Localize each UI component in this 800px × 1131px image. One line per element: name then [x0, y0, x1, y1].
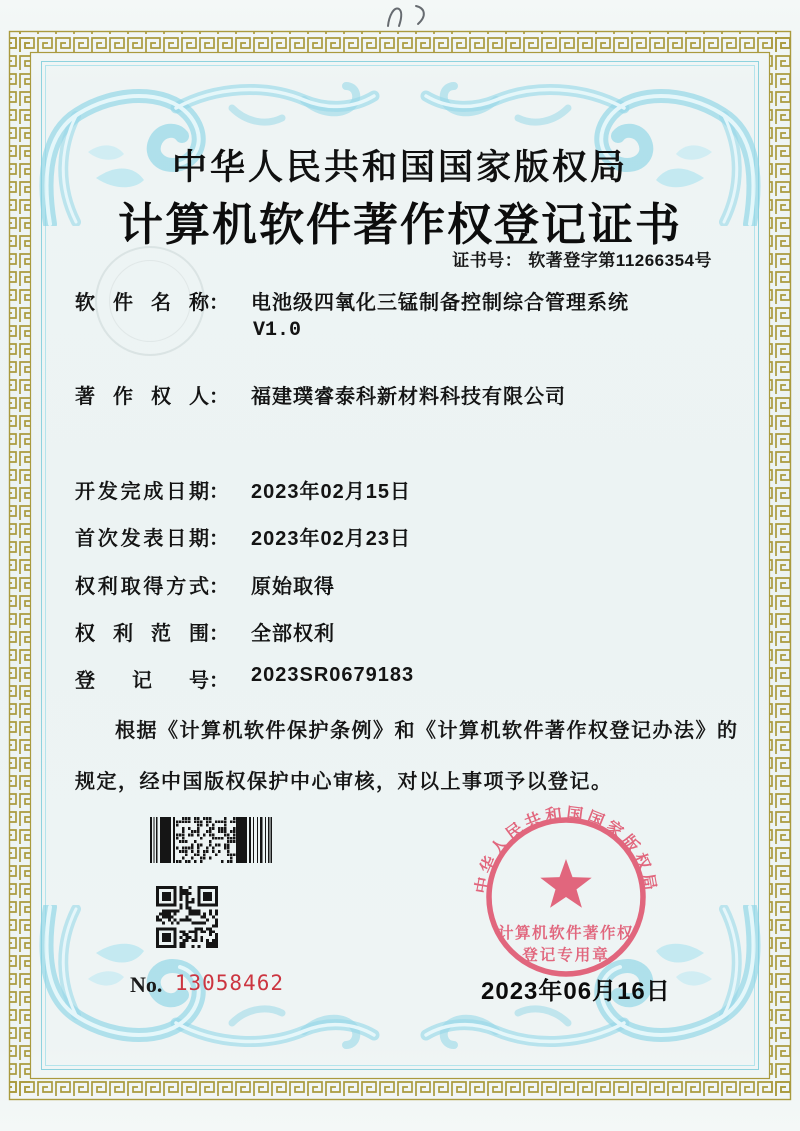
field-label: 权利取得方式 [75, 576, 209, 598]
certificate-title: 计算机软件著作权登记证书 [117, 200, 682, 250]
seal-ring-text: 中华人民共和国国家版权局 [472, 804, 660, 896]
field-row-dev-complete-date [75, 475, 411, 504]
certificate-number-label: 证书号： [452, 251, 523, 270]
seal-line1: 计算机软件著作权 [497, 925, 635, 942]
field-label: 登记号 [75, 670, 209, 692]
serial-number-line [130, 971, 284, 998]
serial-number-label: No. [130, 972, 163, 997]
field-value: 2023SR0679183 [251, 664, 415, 686]
field-row-first-publish-date [75, 522, 411, 551]
certificate-number-line [452, 246, 712, 271]
field-colon: ： [209, 386, 229, 408]
field-value: 电池级四氧化三锰制备控制综合管理系统 [251, 292, 629, 314]
field-label: 首次发表日期 [75, 528, 209, 550]
field-colon: ： [209, 670, 229, 692]
field-label: 著作权人 [75, 386, 209, 408]
field-value: 福建璞睿泰科新材料科技有限公司 [251, 386, 566, 408]
field-row-registration-number [75, 664, 414, 693]
field-colon: ： [209, 623, 229, 645]
field-colon: ： [209, 576, 229, 598]
field-value: 原始取得 [251, 576, 335, 598]
serial-number-value: 13058462 [174, 971, 284, 995]
field-row-copyright-holder [75, 380, 566, 409]
field-colon: ： [209, 528, 229, 550]
field-row-rights-acquisition [75, 570, 335, 599]
registration-statement: 根据《计算机软件保护条例》和《计算机软件著作权登记办法》的规定，经中国版权保护中心审核，对以上事项予以登记。 [75, 720, 739, 793]
certificate-number-value: 软著登字第11266354号 [528, 251, 712, 270]
field-label: 权利范围 [75, 623, 209, 645]
software-version: V1.0 [253, 319, 302, 342]
qr-code [156, 886, 218, 948]
field-value: 2023年02月23日 [251, 528, 411, 550]
field-label: 开发完成日期 [75, 481, 209, 503]
field-row-rights-scope [75, 617, 335, 646]
handwritten-mark [382, 0, 442, 30]
barcode [150, 817, 272, 863]
issuing-authority-title: 中华人民共和国国家版权局 [171, 148, 628, 187]
field-value: 全部权利 [251, 623, 335, 645]
issue-date: 2023年06月16日 [481, 978, 671, 1005]
field-colon: ： [209, 481, 229, 503]
field-row-software-name [75, 286, 629, 315]
field-colon: ： [209, 292, 229, 314]
field-value: 2023年02月15日 [251, 481, 411, 503]
star-icon [540, 859, 591, 908]
seal-line2: 登记专用章 [522, 947, 610, 964]
field-label: 软件名称 [75, 292, 209, 314]
